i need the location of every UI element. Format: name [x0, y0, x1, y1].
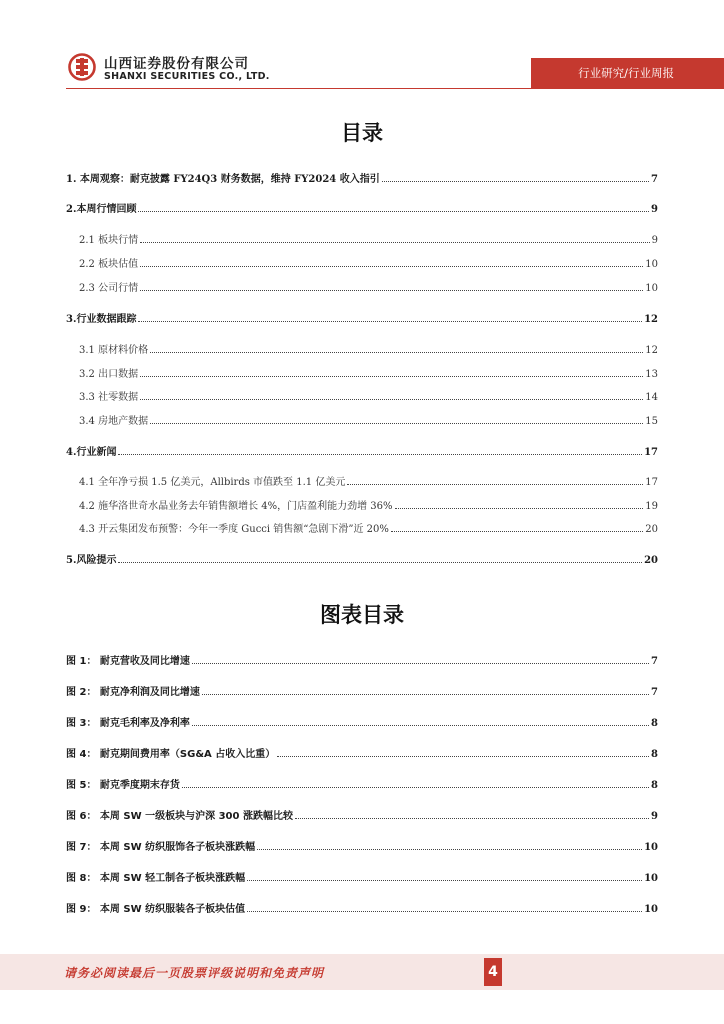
- dot-leader: [202, 693, 649, 695]
- figure-entry[interactable]: [66, 837, 658, 853]
- toc-entry-page: 12: [644, 314, 658, 325]
- figure-entry[interactable]: [66, 868, 658, 884]
- toc-entry-label: 2.1 板块行情: [79, 235, 139, 246]
- dot-leader: [391, 530, 643, 532]
- toc-entry-page: 19: [645, 501, 658, 512]
- toc-entry[interactable]: [79, 364, 658, 380]
- toc-entry[interactable]: [79, 340, 658, 356]
- figure-entry-label: 图 1： 耐克营收及同比增速: [66, 656, 190, 667]
- dot-leader: [140, 375, 643, 377]
- toc-entry-page: 14: [645, 392, 658, 403]
- toc-entry[interactable]: [79, 278, 658, 294]
- toc-entry-label: 5.风险提示: [66, 555, 117, 566]
- figure-entry-label: 图 8： 本周 SW 轻工制各子板块涨跌幅: [66, 873, 246, 884]
- figures-title: 图表目录: [320, 603, 404, 627]
- toc-entry[interactable]: [79, 496, 658, 512]
- toc-entry-page: 10: [645, 283, 658, 294]
- figure-entry-label: 图 2： 耐克净利润及同比增速: [66, 687, 200, 698]
- figure-entry-label: 图 5： 耐克季度期末存货: [66, 780, 180, 791]
- figure-entry-label: 图 6： 本周 SW 一级板块与沪深 300 涨跌幅比较: [66, 811, 293, 822]
- figure-entry[interactable]: [66, 682, 658, 698]
- figure-entry[interactable]: [66, 713, 658, 729]
- dot-leader: [192, 724, 649, 726]
- dot-leader: [395, 507, 644, 509]
- toc-entry-label: 1. 本周观察：耐克披露 FY24Q3 财务数据，维持 FY2024 收入指引: [66, 174, 380, 185]
- toc-entry-label: 3.3 社零数据: [79, 392, 139, 403]
- toc-entry-label: 3.2 出口数据: [79, 369, 139, 380]
- dot-leader: [118, 561, 642, 563]
- toc-entry-label: 2.本周行情回顾: [66, 204, 137, 215]
- disclaimer-notice: 请务必阅读最后一页股票评级说明和免责声明: [64, 966, 325, 980]
- dot-leader: [192, 662, 649, 664]
- toc-entry-page: 9: [651, 204, 658, 215]
- dot-leader: [150, 351, 643, 353]
- dot-leader: [347, 483, 643, 485]
- toc-entry[interactable]: [66, 199, 658, 215]
- company-name-en: SHANXI SECURITIES CO., LTD.: [104, 71, 270, 82]
- toc-entry[interactable]: [66, 442, 658, 458]
- header-divider: [66, 88, 724, 89]
- toc-entry-label: 2.3 公司行情: [79, 283, 139, 294]
- dot-leader: [140, 289, 643, 291]
- page-footer: [0, 954, 724, 990]
- toc-entry-page: 12: [645, 345, 658, 356]
- dot-leader: [182, 786, 649, 788]
- page-number: 4: [484, 958, 502, 986]
- figure-entry[interactable]: [66, 775, 658, 791]
- toc-entry-label: 4.1 全年净亏损 1.5 亿美元，Allbirds 市值跌至 1.1 亿美元: [79, 477, 346, 488]
- figure-entry-page: 8: [651, 749, 658, 760]
- toc-entry-label: 3.4 房地产数据: [79, 416, 149, 427]
- dot-leader: [150, 422, 643, 424]
- toc-entry[interactable]: [79, 472, 658, 488]
- company-name-cn: 山西证券股份有限公司: [104, 56, 249, 72]
- figure-entry[interactable]: [66, 899, 658, 915]
- dot-leader: [138, 210, 649, 212]
- toc-title: 目录: [341, 121, 383, 145]
- dot-leader: [295, 817, 649, 819]
- toc-entry[interactable]: [66, 550, 658, 566]
- dot-leader: [247, 879, 642, 881]
- figure-entry-page: 9: [651, 811, 658, 822]
- figure-entry-label: 图 4： 耐克期间费用率（SG&A 占收入比重）: [66, 749, 276, 760]
- toc-entry-label: 3.行业数据跟踪: [66, 314, 137, 325]
- toc-entry[interactable]: [79, 387, 658, 403]
- toc-entry-page: 13: [645, 369, 658, 380]
- figure-entry-page: 10: [644, 904, 658, 915]
- figure-entry-page: 8: [651, 780, 658, 791]
- page-header: [0, 0, 724, 96]
- toc-entry-page: 7: [651, 174, 658, 185]
- dot-leader: [277, 755, 649, 757]
- toc-entry[interactable]: [79, 254, 658, 270]
- figure-entry[interactable]: [66, 651, 658, 667]
- figure-entry-label: 图 9： 本周 SW 纺织服装各子板块估值: [66, 904, 246, 915]
- dot-leader: [118, 453, 642, 455]
- figure-entry-page: 10: [644, 842, 658, 853]
- toc-entry-label: 3.1 原材料价格: [79, 345, 149, 356]
- toc-entry-page: 10: [645, 259, 658, 270]
- toc-entry-label: 2.2 板块估值: [79, 259, 139, 270]
- toc-entry-page: 9: [651, 235, 658, 246]
- dot-leader: [140, 241, 650, 243]
- dot-leader: [247, 910, 642, 912]
- figure-entry-page: 7: [651, 687, 658, 698]
- report-category: 行业研究/行业周报: [531, 58, 724, 88]
- figure-entry-page: 10: [644, 873, 658, 884]
- toc-entry-label: 4.2 施华洛世奇水晶业务去年销售额增长 4%，门店盈利能力劲增 36%: [79, 501, 393, 512]
- toc-entry-page: 17: [645, 477, 658, 488]
- toc-entry[interactable]: [79, 519, 658, 535]
- toc-entry[interactable]: [79, 411, 658, 427]
- figure-entry-page: 8: [651, 718, 658, 729]
- company-logo-icon: [68, 53, 96, 81]
- dot-leader: [140, 265, 643, 267]
- toc-entry[interactable]: [79, 230, 658, 246]
- toc-entry-label: 4.行业新闻: [66, 447, 117, 458]
- figure-entry-page: 7: [651, 656, 658, 667]
- toc-entry-page: 20: [645, 524, 658, 535]
- dot-leader: [382, 180, 649, 182]
- toc-entry-page: 20: [644, 555, 658, 566]
- figure-entry[interactable]: [66, 806, 658, 822]
- dot-leader: [138, 320, 642, 322]
- figure-entry-label: 图 7： 本周 SW 纺织服饰各子板块涨跌幅: [66, 842, 256, 853]
- toc-entry-label: 4.3 开云集团发布预警：今年一季度 Gucci 销售额“急剧下滑”近 20%: [79, 524, 389, 535]
- toc-entry[interactable]: [66, 169, 658, 185]
- figure-entry[interactable]: [66, 744, 658, 760]
- dot-leader: [140, 398, 643, 400]
- figure-entry-label: 图 3： 耐克毛利率及净利率: [66, 718, 190, 729]
- toc-entry-page: 17: [644, 447, 658, 458]
- toc-entry-page: 15: [645, 416, 658, 427]
- toc-entry[interactable]: [66, 309, 658, 325]
- dot-leader: [257, 848, 642, 850]
